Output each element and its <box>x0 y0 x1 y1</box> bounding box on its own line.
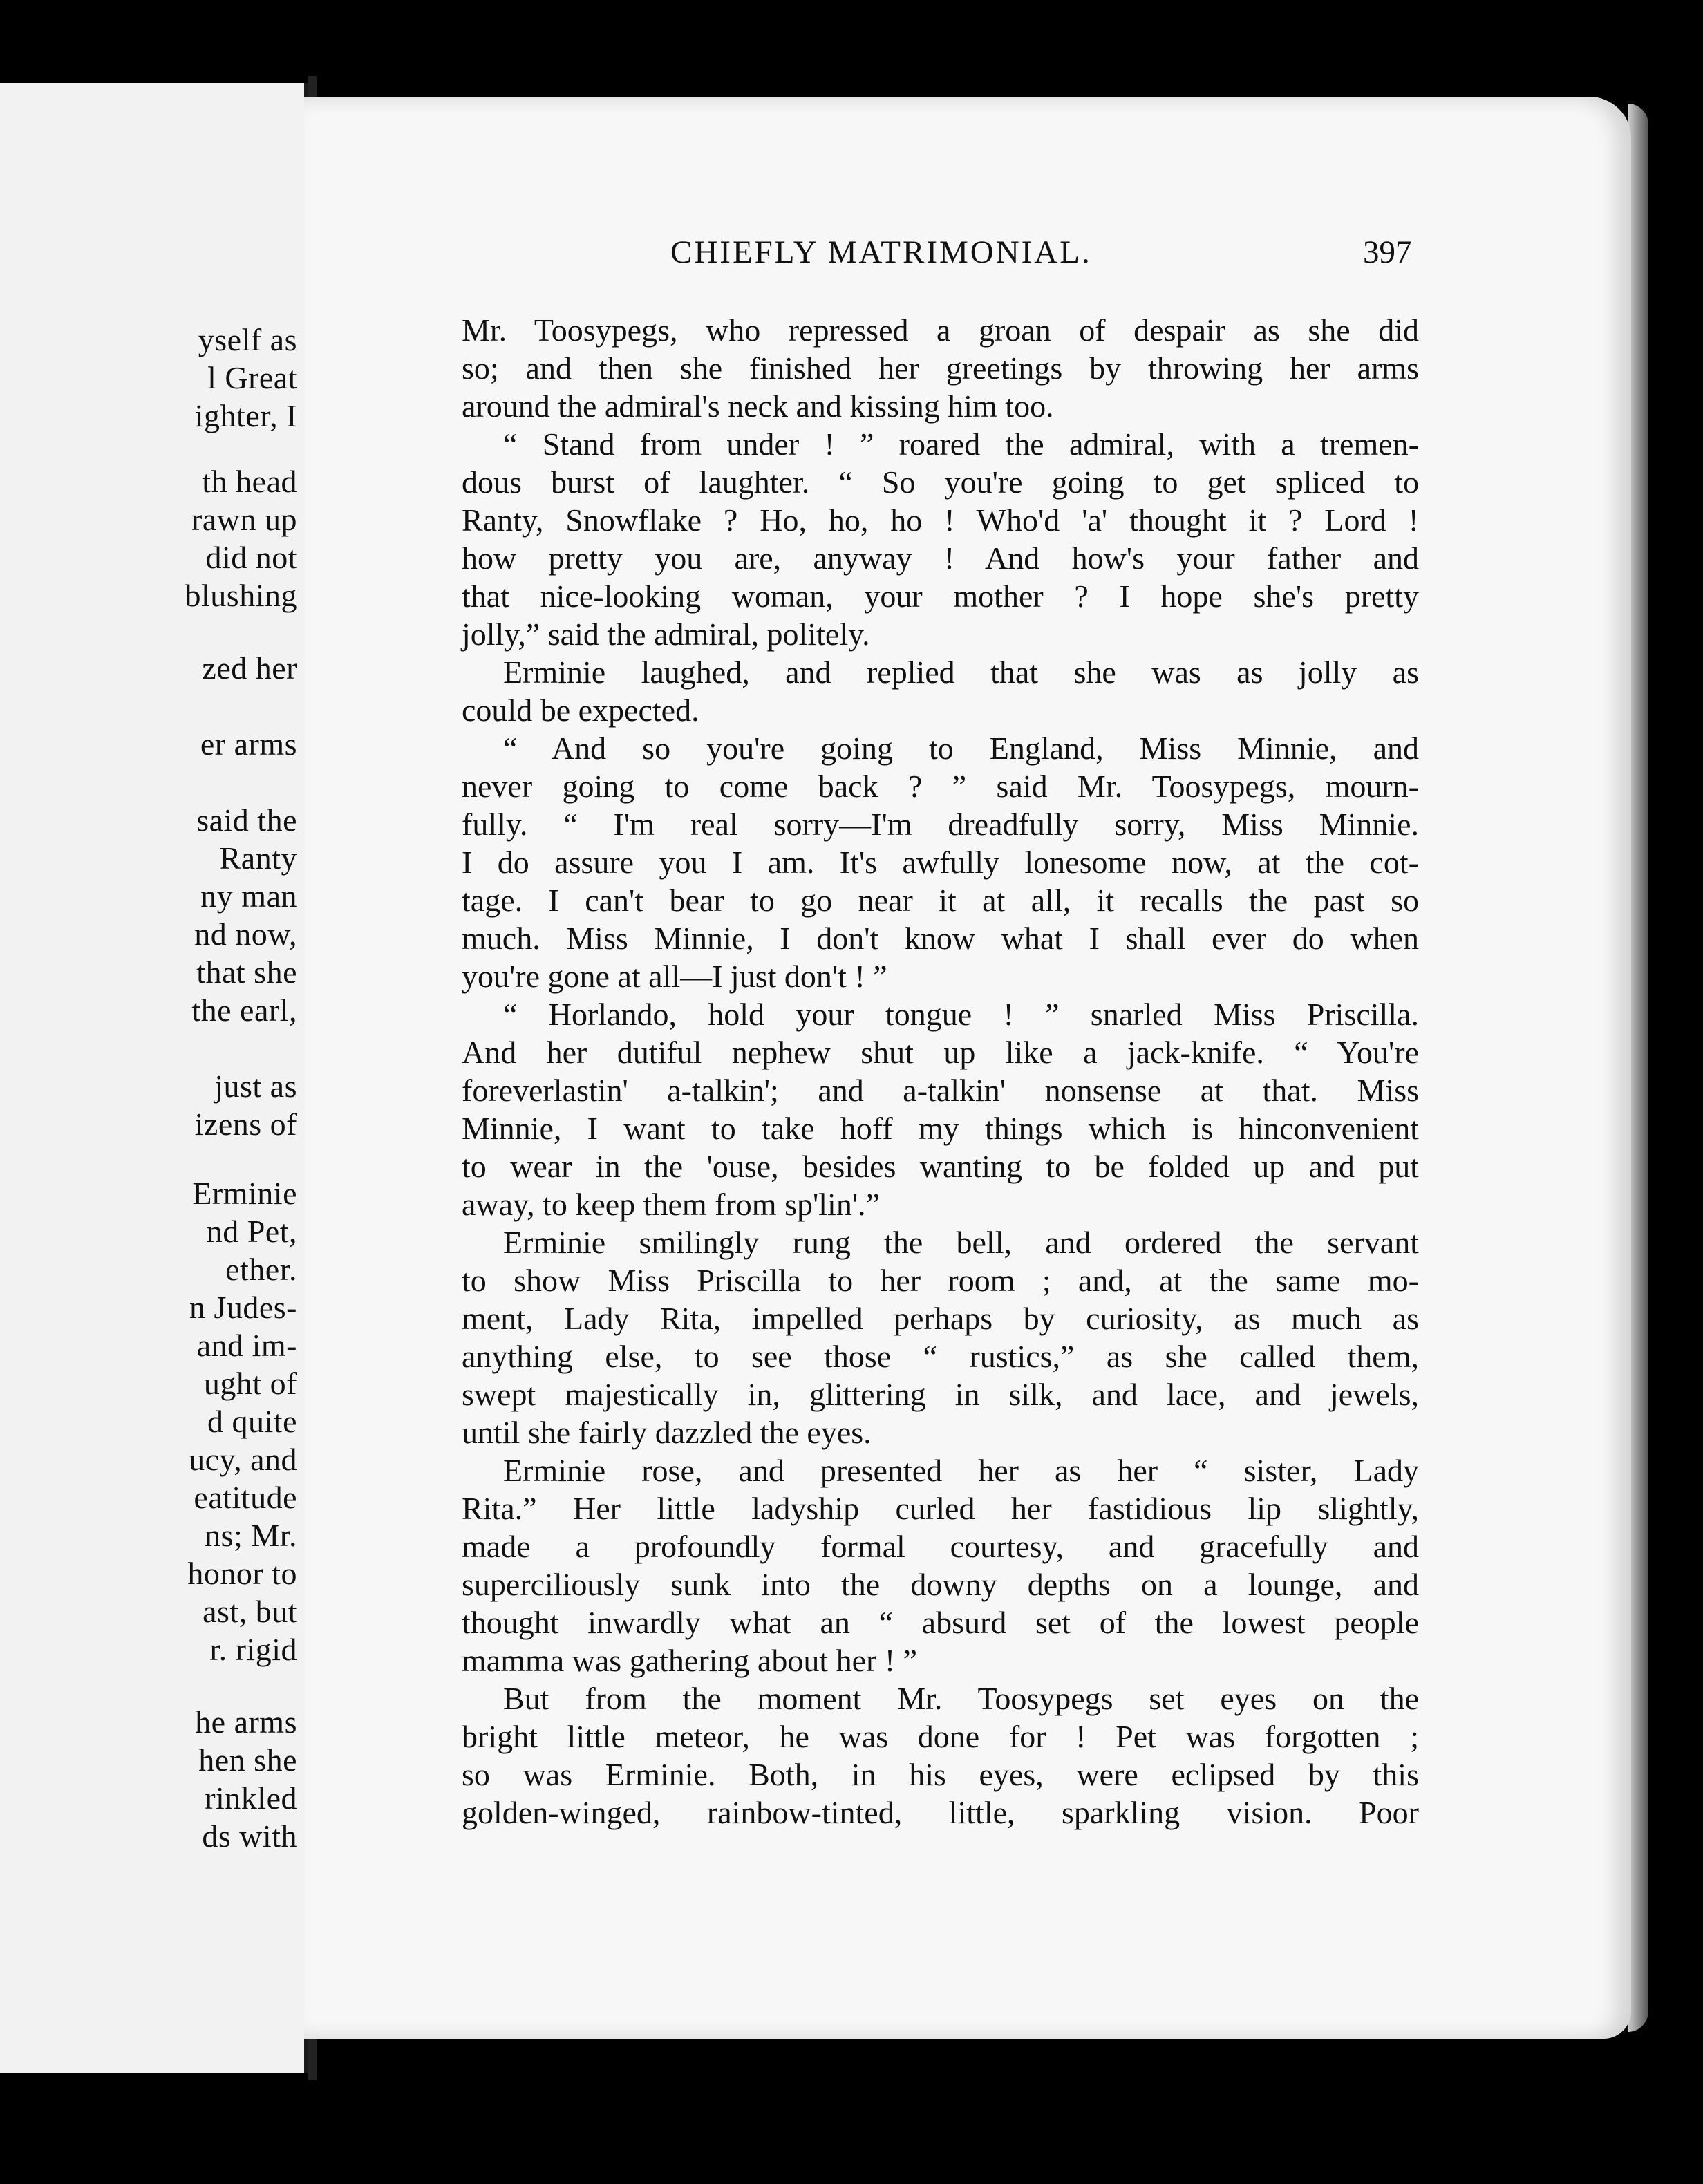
facing-line: blushing <box>185 578 297 613</box>
text-line: tage. I can't bear to go near it at all, it recalls the past so <box>462 883 1419 918</box>
text-line: Erminie rose, and presented her as her “ sister, Lady <box>503 1453 1419 1488</box>
facing-line: nd now, <box>194 916 297 952</box>
facing-line: n Judes- <box>189 1290 297 1325</box>
facing-line: rinkled <box>205 1780 297 1816</box>
text-line: how pretty you are, anyway ! And how's your father and <box>462 540 1419 576</box>
facing-line: that she <box>196 954 297 990</box>
text-line: you're gone at all—I just don't ! ” <box>462 959 887 994</box>
text-line: away, to keep them from sp'lin'.” <box>462 1187 881 1222</box>
text-line: foreverlastin' a-talkin'; and a-talkin' nonsense at that. Miss <box>462 1073 1419 1108</box>
text-line: around the admiral's neck and kissing him too. <box>462 388 1054 424</box>
text-line: Ranty, Snowflake ? Ho, ho, ho ! Who'd 'a' thought it ? Lord ! <box>462 502 1419 538</box>
facing-line: izens of <box>194 1107 297 1142</box>
text-line: to show Miss Priscilla to her room ; and, at the same mo- <box>462 1263 1419 1298</box>
text-line: Erminie laughed, and replied that she was as jolly as <box>503 655 1419 690</box>
text-line: to wear in the 'ouse, besides wanting to be folded up and put <box>462 1149 1419 1184</box>
text-line: I do assure you I am. It's awfully lonesome now, at the cot- <box>462 845 1419 880</box>
text-line: anything else, to see those “ rustics,” as she called them, <box>462 1339 1419 1374</box>
facing-line: ighter, I <box>194 398 297 433</box>
text-line: Rita.” Her little ladyship curled her fastidious lip slightly, <box>462 1491 1419 1526</box>
text-line: until she fairly dazzled the eyes. <box>462 1415 872 1450</box>
facing-line: er arms <box>200 726 297 762</box>
text-line: mamma was gathering about her ! ” <box>462 1643 918 1678</box>
text-line: so; and then she finished her greetings by throwing her arms <box>462 350 1419 386</box>
text-line: And her dutiful nephew shut up like a jack-knife. “ You're <box>462 1035 1419 1070</box>
facing-line: honor to <box>187 1556 297 1591</box>
facing-line: ether. <box>225 1252 297 1287</box>
facing-line: r. rigid <box>209 1632 297 1667</box>
facing-line: eatitude <box>194 1480 297 1515</box>
text-line: made a profoundly formal courtesy, and gracefully and <box>462 1529 1419 1564</box>
text-line: Erminie smilingly rung the bell, and ordered the servant <box>503 1225 1419 1260</box>
facing-line: rawn up <box>191 502 297 537</box>
facing-line: nd Pet, <box>206 1214 297 1249</box>
facing-line: ds with <box>202 1818 297 1854</box>
text-line: could be expected. <box>462 693 699 728</box>
facing-line: hen she <box>198 1742 297 1778</box>
text-line: so was Erminie. Both, in his eyes, were eclipsed by this <box>462 1757 1419 1792</box>
facing-line: did not <box>205 540 297 575</box>
running-head: CHIEFLY MATRIMONIAL. <box>670 234 1092 270</box>
facing-line: ns; Mr. <box>205 1518 297 1553</box>
text-line: superciliously sunk into the downy depths on a lounge, and <box>462 1567 1419 1602</box>
facing-line: said the <box>196 802 297 838</box>
text-line: much. Miss Minnie, I don't know what I shall ever do when <box>462 921 1419 956</box>
facing-line: just as <box>214 1069 297 1104</box>
text-line: never going to come back ? ” said Mr. Toosypegs, mourn- <box>462 769 1419 804</box>
facing-line: yself as <box>198 322 297 357</box>
text-line: fully. “ I'm real sorry—I'm dreadfully sorry, Miss Minnie. <box>462 807 1419 842</box>
facing-line: Erminie <box>192 1176 297 1211</box>
text-line: “ Stand from under ! ” roared the admiral, with a tremen- <box>503 426 1419 462</box>
text-line: “ Horlando, hold your tongue ! ” snarled Miss Priscilla. <box>503 997 1419 1032</box>
facing-line: l Great <box>207 360 297 395</box>
facing-line: ny man <box>200 878 297 914</box>
page-number: 397 <box>1363 234 1412 270</box>
text-line: bright little meteor, he was done for ! Pet was forgotten ; <box>462 1719 1419 1754</box>
text-line: swept majestically in, glittering in silk, and lace, and jewels, <box>462 1377 1419 1412</box>
facing-line: ucy, and <box>189 1442 297 1477</box>
text-line: that nice-looking woman, your mother ? I hope she's pretty <box>462 578 1419 614</box>
text-line: Mr. Toosypegs, who repressed a groan of despair as she did <box>462 312 1419 348</box>
facing-line: zed her <box>202 650 297 686</box>
facing-page <box>0 83 308 2073</box>
text-line: jolly,” said the admiral, politely. <box>462 616 870 652</box>
facing-line: ast, but <box>203 1594 297 1629</box>
text-line: “ And so you're going to England, Miss Minnie, and <box>503 731 1419 766</box>
facing-line: ught of <box>203 1366 297 1401</box>
facing-line: Ranty <box>219 840 297 876</box>
facing-line: the earl, <box>191 992 297 1028</box>
facing-line: th head <box>202 464 297 499</box>
text-line: ment, Lady Rita, impelled perhaps by curiosity, as much as <box>462 1301 1419 1336</box>
text-line: thought inwardly what an “ absurd set of the lowest people <box>462 1605 1419 1640</box>
facing-line: and im- <box>196 1328 297 1363</box>
text-line: But from the moment Mr. Toosypegs set eyes on the <box>503 1681 1419 1716</box>
text-line: golden-winged, rainbow-tinted, little, sparkling vision. Poor <box>462 1795 1419 1830</box>
text-line: dous burst of laughter. “ So you're going to get spliced to <box>462 464 1419 500</box>
facing-line: he arms <box>195 1704 297 1740</box>
text-line: Minnie, I want to take hoff my things which is hinconvenient <box>462 1111 1419 1146</box>
facing-line: d quite <box>207 1404 297 1439</box>
